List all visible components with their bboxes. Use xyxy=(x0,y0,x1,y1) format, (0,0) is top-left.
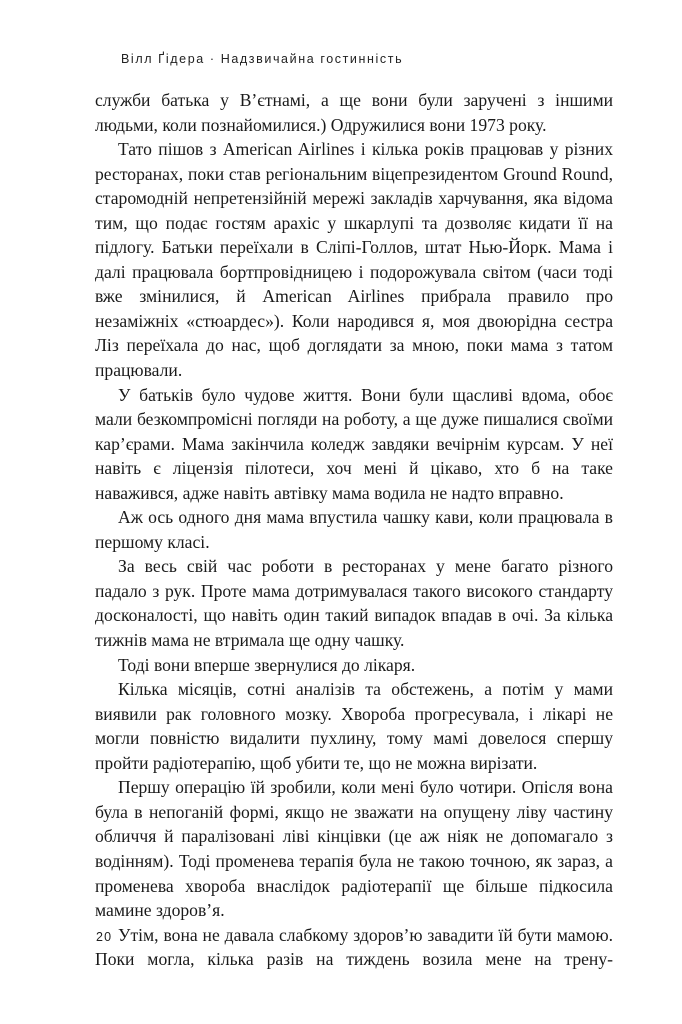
page-number: 20 xyxy=(96,930,113,944)
paragraph: Аж ось одного дня мама впустила чашку кави, коли працювала в першому класі. xyxy=(95,507,613,552)
paragraph: Тато пішов з American Airlines і кілька років працював у різних ресторанах, поки став регіональним віцепрезидентом Ground Round, старомодній непретензійній мережі закладів харчування, яка відома тим, що подає гостям арахіс у шкарлупі та дозволяє кидати її на підлогу. Батьки переїхали в Сліпі-Голлов, штат Нью-Йорк. Мама і далі працювала бортпровідницею і подорожувала світом (часи тоді вже змінилися, й American Airlines прибрала правило про незаміжніх «стюардес»). Коли народився я, моя двоюрідна сестра Ліз переїхала до нас, щоб доглядати за мною, поки мама з татом працювали. xyxy=(95,139,613,381)
paragraph: Тоді вони вперше звернулися до лікаря. xyxy=(118,654,416,675)
paragraph: Утім, вона не давала слабкому здоров’ю завадити їй бути мамою. Поки могла, кілька разів на тиждень возила мене на трену- xyxy=(95,924,613,970)
paragraph: служби батька у В’єтнамі, а ще вони були заручені з іншими людьми, коли познайомилися.) Одружилися вони 1973 року. xyxy=(95,90,613,135)
paragraph: У батьків було чудове життя. Вони були щасливі вдома, обоє мали безкомпромісні погляди на роботу, а ще дуже пишалися своїми кар’єрами. Мама закінчила коледж завдяки вечірнім курсам. У неї навіть є ліцензія пілотеси, хоч мені й цікаво, хто б на таке наважився, адже навіть автівку мама водила не надто вправно. xyxy=(95,384,613,503)
paragraph: Першу операцію їй зробили, коли мені було чотири. Опісля вона була в непоганій формі, якщо не зважати на опущену ліву частину обличчя й паралізовані ліві кінцівки (це аж ніяк не допомагало з водінням). Тоді променева терапія була не такою точною, як зараз, а променева хвороба внаслідок радіотерапії ще більше підкосила мамине здоров’я. xyxy=(95,777,613,921)
paragraph: Кілька місяців, сотні аналізів та обстежень, а потім у мами виявили рак головного мозку. Хвороба прогресувала, і лікарі не могли повністю видалити пухлину, тому мамі довелося спершу пройти радіотерапію, щоб убити те, що не можна вирізати. xyxy=(95,679,613,773)
running-head: Вілл Ґідера · Надзвичайна гостинність xyxy=(121,52,404,66)
paragraph: За весь свій час роботи в ресторанах у мене багато різного падало з рук. Проте мама дотримувалася такого високого стандарту досконалості, що навіть один такий випадок впадав в очі. За кілька тижнів мама не втримала ще одну чашку. xyxy=(95,556,613,651)
body-text xyxy=(95,88,613,972)
